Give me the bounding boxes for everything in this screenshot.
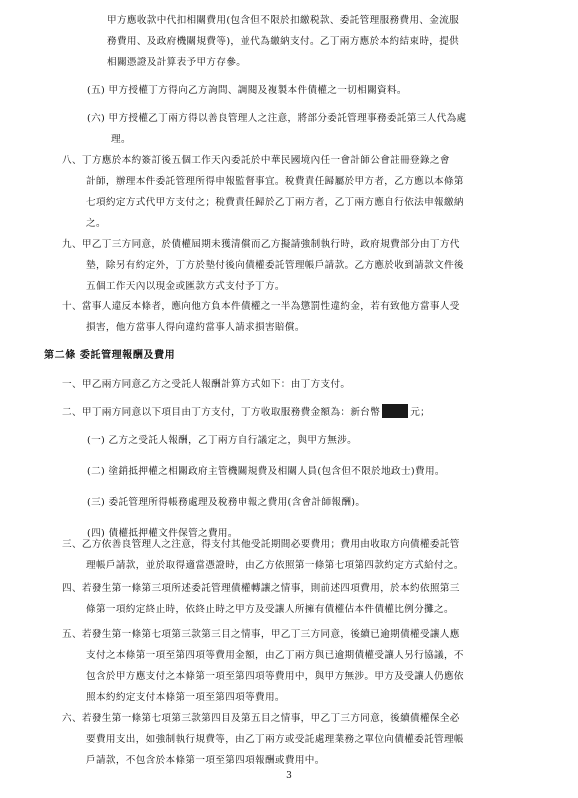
- text-line: 包含於甲方應支付之本條第一項至第四項等費用中，與甲方無涉。甲方及受讓人仍應依: [86, 671, 464, 682]
- subitem-1: (一) 乙方之受託人報酬，乙丁兩方自行議定之，與甲方無涉。: [87, 435, 358, 446]
- subitem-2: (二) 塗銷抵押權之相關政府主管機關規費及相關人員(包含但不限於地政士)費用。: [87, 466, 445, 477]
- text-line: 十、當事人違反本條者，應向他方負本件債權之一半為懲罰性違約金，若有致他方當事人受: [62, 301, 460, 312]
- text-line: 理。: [111, 134, 131, 145]
- redacted-amount: [382, 404, 408, 418]
- text-line: 計師，辦理本件委託管理所得申報監督事宜。稅費責任歸屬於甲方者，乙方應以本條第: [86, 176, 464, 187]
- subitem-3: (三) 委託管理所得帳務處理及稅務申報之費用(含會計師報酬)。: [87, 497, 366, 508]
- text-line: [62, 402, 430, 423]
- s2-item-6: [62, 708, 464, 771]
- clause-10: [62, 296, 460, 338]
- text-line: (六) 甲方授權乙丁兩方得以善良管理人之注意，將部分委託管理事務委託第三人代為處: [87, 113, 467, 124]
- text-line: 要費用支出，如強制執行規費等，由乙丁兩方或受託處理業務之單位向債權委託管理帳: [86, 734, 464, 745]
- s2-item-3: [62, 534, 464, 576]
- text-line: 支付之本條第一項至第四項等費用金額，由乙丁兩方與已逾期債權受讓人另行協議，不: [86, 650, 464, 661]
- text-line: 七項約定方式代甲方支付之；稅費責任歸於乙丁兩方者，乙丁兩方應自行依法申報繳納: [86, 197, 464, 208]
- subitem-4: (四) 債權抵押權文件保管之費用。: [87, 528, 238, 539]
- text-line: 五、若發生第一條第七項第三款第三目之情事，甲乙丁三方同意，後續已逾期債權受讓人應: [62, 629, 460, 640]
- item-6: [87, 108, 467, 150]
- s2-item-1: [62, 374, 350, 395]
- text-line: 照本約約定支付本條第一項至第四項等費用。: [86, 692, 285, 703]
- s2-subitems: [87, 430, 445, 544]
- section-title: 第二條 委託管理報酬及費用: [44, 350, 176, 361]
- s2-item-4: [62, 578, 460, 620]
- text-line: 墊，除另有約定外，丁方於墊付後向債權委託管理帳戶請款。乙方應於收到請款文件後: [86, 260, 464, 271]
- text-line: (五) 甲方授權丁方得向乙方詢問、調閱及複製本件債權之一切相關資料。: [87, 85, 407, 96]
- text-line: 五個工作天內以現金或匯款方式支付予丁方。: [86, 281, 285, 292]
- page-number: 3: [286, 771, 292, 781]
- text-line: 一、甲乙兩方同意乙方之受託人報酬計算方式如下：由丁方支付。: [62, 379, 351, 390]
- text-line: 之。: [86, 218, 106, 229]
- text-line: 九、甲乙丁三方同意，於債權屆期未獲清償而乙方擬請強制執行時，政府規費部分由丁方代: [62, 239, 460, 250]
- s2-item-2: [62, 402, 430, 423]
- s2-item-2-suffix: 元；: [410, 407, 431, 418]
- text-line: 六、若發生第一條第七項第三款第四目及第五目之情事，甲乙丁三方同意，後續債權保全必: [62, 713, 460, 724]
- text-line: 甲方應收款中代扣相關費用(包含但不限於扣繳税款、委託管理服務費用、金流服: [107, 15, 460, 26]
- intro-paragraph: [107, 10, 459, 73]
- text-line: 條第一項約定終止時，依終止時之甲方及受讓人所擁有債權佔本件債權比例分攤之。: [86, 604, 454, 615]
- s2-item-2-text: 二、甲丁兩方同意以下項目由丁方支付，丁方收取服務費金額為：新台幣: [62, 407, 381, 418]
- text-line: 相關憑證及計算表予甲方存參。: [107, 57, 247, 68]
- item-5: [87, 80, 407, 101]
- clause-8: [62, 150, 464, 234]
- clause-9: [62, 234, 464, 297]
- text-line: 理帳戶請款，並於取得適當憑證時，由乙方依照第一條第七項第四款約定方式給付之。: [86, 560, 464, 571]
- s2-item-5: [62, 624, 464, 708]
- text-line: 四、若發生第一條第三項所述委託管理債權轉讓之情事，則前述四項費用，於本約依照第三: [62, 583, 460, 594]
- text-line: 三、乙方依善良管理人之注意，得支付其他受託期間必要費用；費用由收取方向債權委託管: [62, 539, 460, 550]
- text-line: 八、丁方應於本約簽訂後五個工作天內委託於中華民國境內任一會計師公會註冊登錄之會: [62, 155, 450, 166]
- text-line: 務費用、及政府機關規費等)，並代為繳納支付。乙丁兩方應於本約結束時，提供: [107, 36, 460, 47]
- text-line: 戶請款，不包含於本條第一項至第四項報酬或費用中。: [86, 755, 325, 766]
- text-line: 損害，他方當事人得向違約當事人請求損害賠償。: [86, 322, 305, 333]
